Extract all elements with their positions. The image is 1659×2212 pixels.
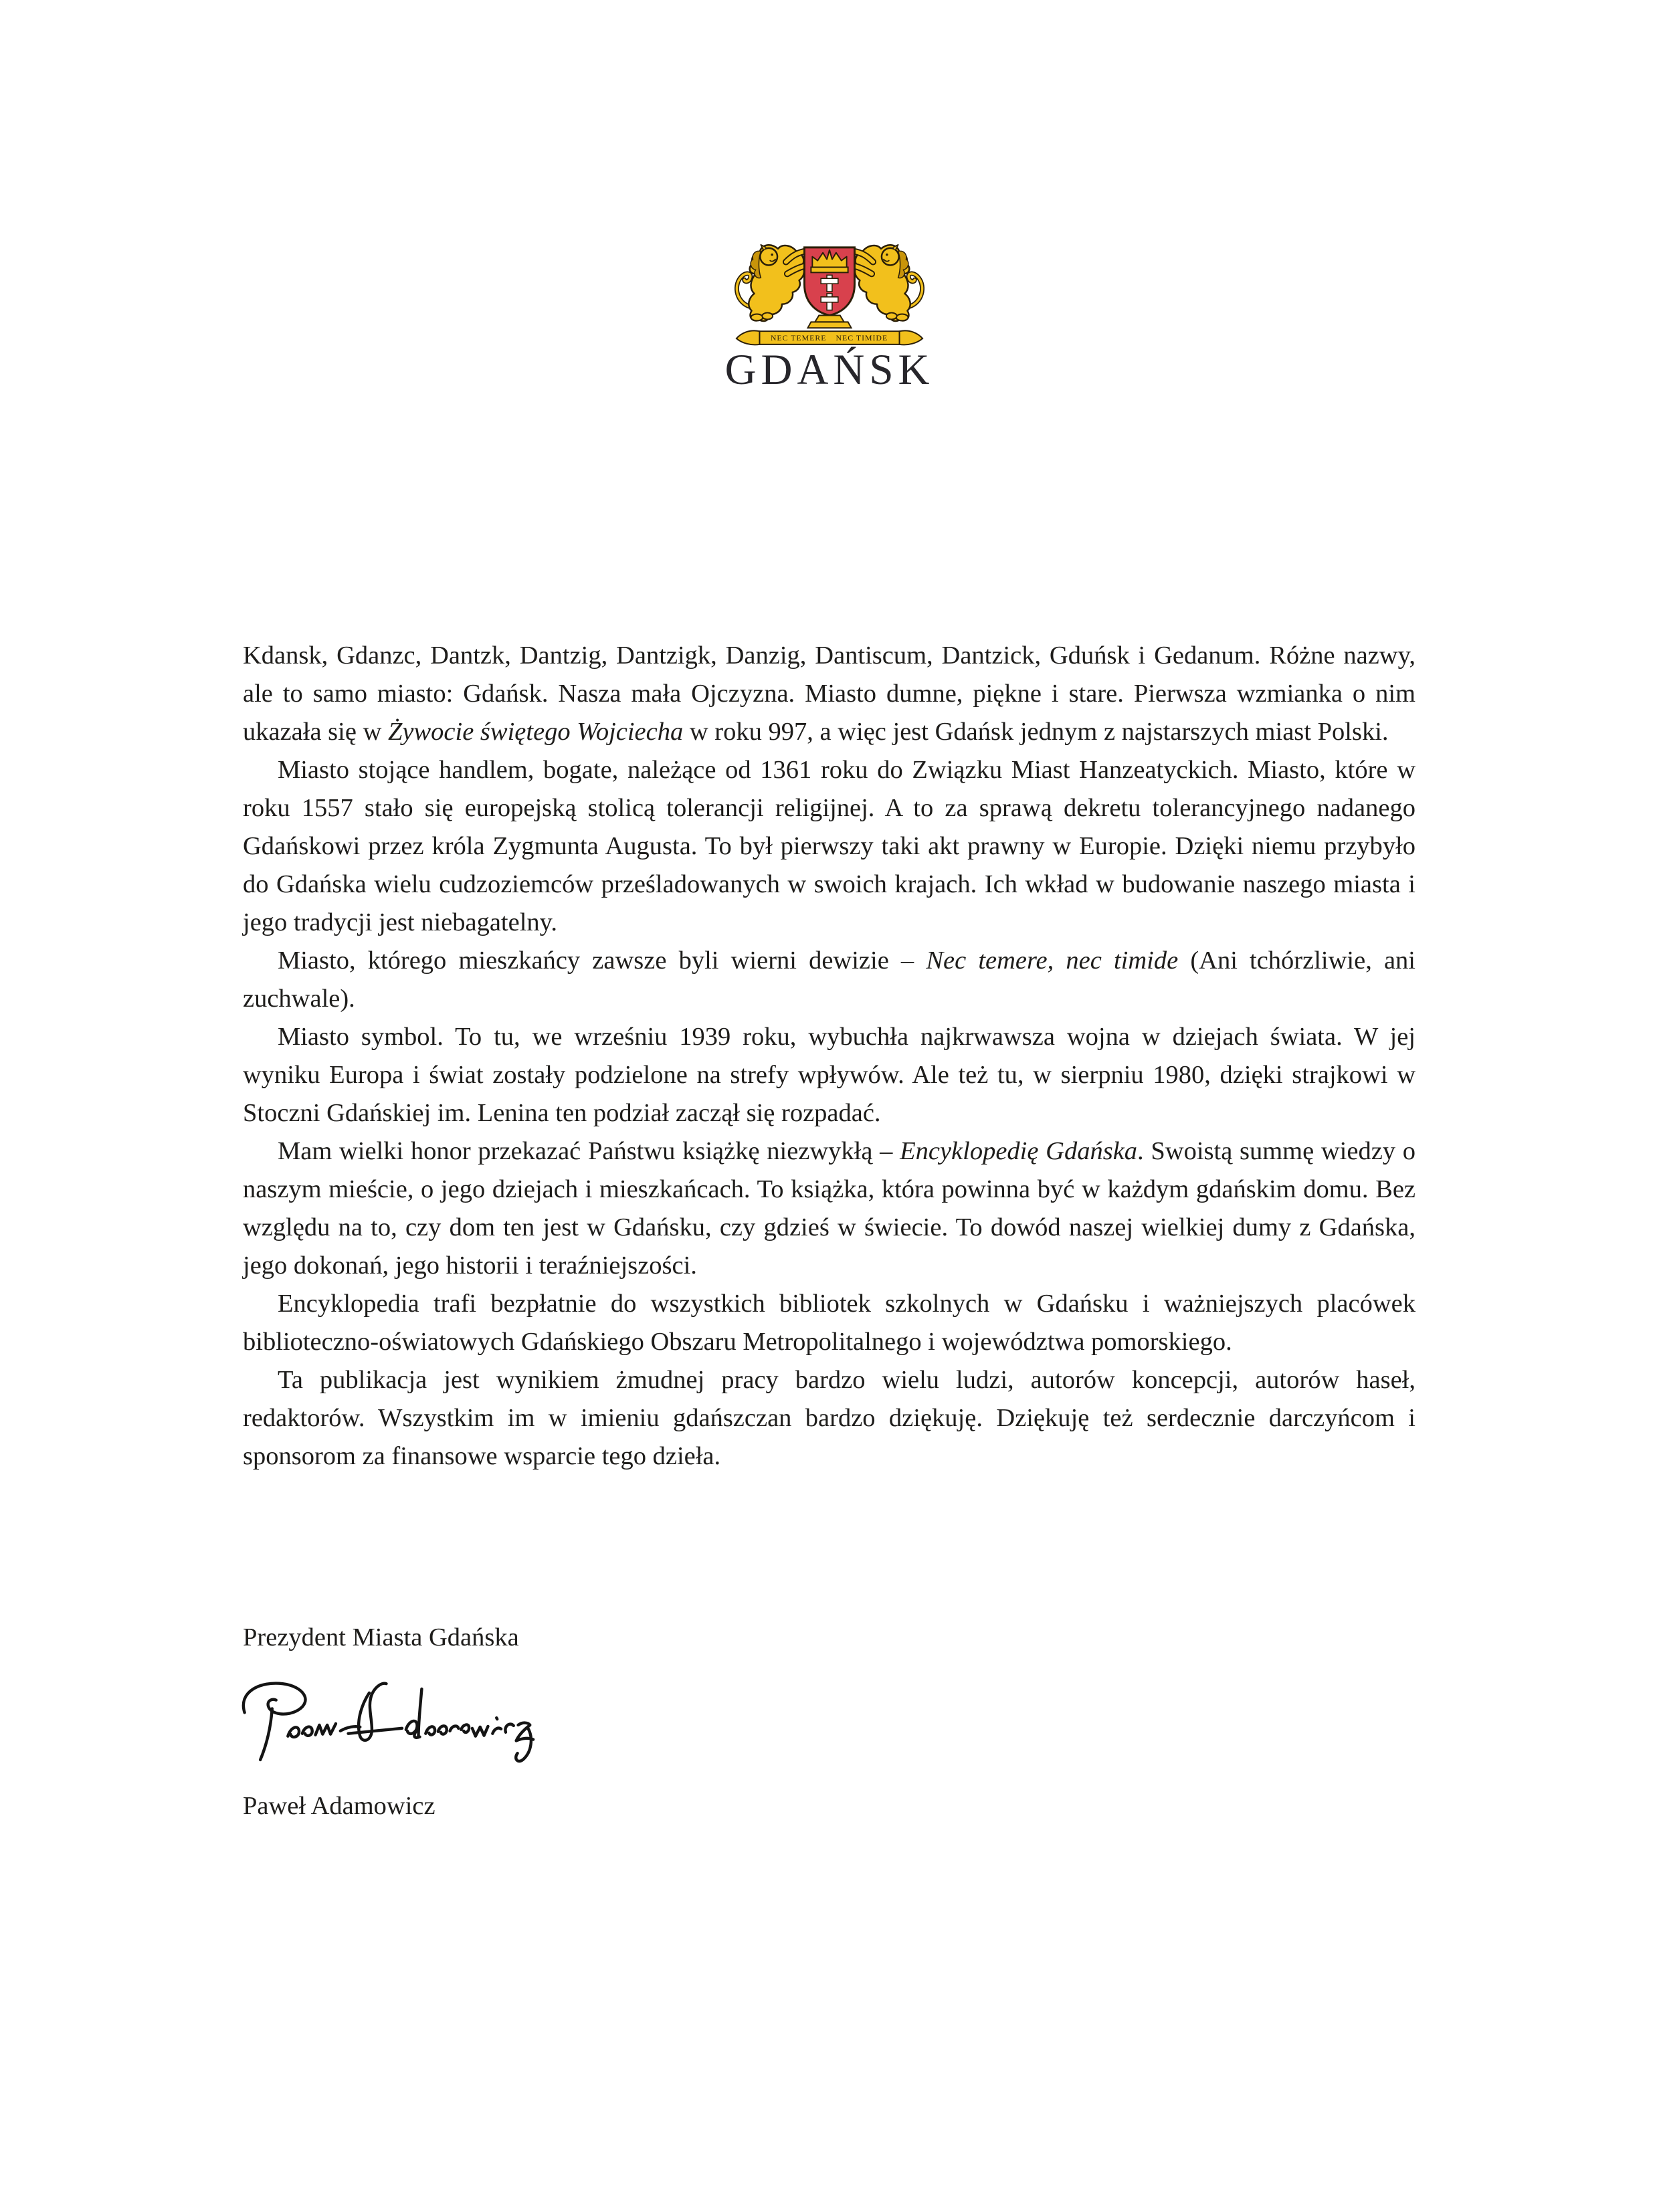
text-run: Miasto symbol. To tu, we wrześniu 1939 roku, wybuchła najkrwawsza wojna w dziejach świata. W jej wyniku Europa i świat zostały podzielone na strefy wpływów. Ale też tu, w sierpniu 1980, dzięki strajkowi w Stoczni Gdańskiej im. Lenina ten podział zaczął się rozpadać. xyxy=(243,1023,1416,1127)
gdansk-coat-of-arms-icon xyxy=(730,234,929,348)
letter-paragraph xyxy=(243,637,1416,751)
italic-text-run: Encyklopedię Gdańska xyxy=(900,1137,1138,1165)
italic-text-run: Żywocie świętego Wojciecha xyxy=(388,718,684,746)
letter-paragraph xyxy=(243,1018,1416,1132)
letter-paragraph xyxy=(243,942,1416,1018)
letter-paragraph xyxy=(243,1132,1416,1285)
pawel-adamowicz-signature-icon xyxy=(231,1674,573,1774)
text-run: Mam wielki honor przekazać Państwu książkę niezwykłą – xyxy=(278,1137,900,1165)
motto-right-text: NEC TIMIDE xyxy=(836,333,888,342)
letter-paragraph xyxy=(243,1361,1416,1476)
text-run: Miasto stojące handlem, bogate, należące od 1361 roku do Związku Miast Hanzeatyckich. Miasto, które w roku 1557 stało się europejską stolicą tolerancji religijnej. A to za sprawą dekretu tolerancyjnego nadanego Gdańskowi przez króla Zygmunta Augusta. To był pierwszy taki akt prawny w Europie. Dzięki niemu przybyło do Gdańska wielu cudzoziemców prześladowanych w swoich krajach. Ich wkład w budowanie naszego miasta i jego tradycji jest niebagatelny. xyxy=(243,756,1416,936)
city-wordmark: GDAŃSK xyxy=(724,346,935,394)
motto-left-text: NEC TEMERE xyxy=(770,333,827,342)
text-run: w roku 997, a więc jest Gdańsk jednym z najstarszych miast Polski. xyxy=(683,718,1389,746)
text-run: Kdansk, Gdanzc, Dantzk, Dantzig, Dantzigk, Danzig, Dantiscum, Dantzick, Gduńsk i Gedanum. Różne nazwy, ale to samo miasto: Gdańsk. Nasza mała Ojczyzna. Miasto dumne, piękne i stare. Pierwsza wzmianka o nim ukazała się w xyxy=(243,641,1416,746)
signoff-title: Prezydent Miasta Gdańska xyxy=(243,1623,519,1651)
text-run: (Ani tchórzliwie, ani zuchwale). xyxy=(243,946,1416,1013)
signoff-name: Paweł Adamowicz xyxy=(243,1792,435,1820)
text-run: Ta publikacja jest wynikiem żmudnej pracy bardzo wielu ludzi, autorów koncepcji, autorów haseł, redaktorów. Wszystkim im w imieniu gdańszczan bardzo dziękuję. Dziękuję też serdecznie darczyńcom i sponsorom za finansowe wsparcie tego dzieła. xyxy=(243,1366,1416,1470)
letter-body xyxy=(243,637,1416,1476)
text-run: . Swoistą summę wiedzy o naszym mieście, o jego dziejach i mieszkańcach. To książka, która powinna być w każdym gdańskim domu. Bez względu na to, czy dom ten jest w Gdańsku, czy gdzieś w świecie. To dowód naszej wielkiej dumy z Gdańska, jego dokonań, jego historii i teraźniejszości. xyxy=(243,1137,1416,1280)
text-run: Encyklopedia trafi bezpłatnie do wszystkich bibliotek szkolnych w Gdańsku i ważniejszych placówek biblioteczno-oświatowych Gdańskiego Obszaru Metropolitalnego i województwa pomorskiego. xyxy=(243,1290,1416,1356)
italic-text-run: Nec temere, nec timide xyxy=(926,946,1179,975)
text-run: Miasto, którego mieszkańcy zawsze byli wierni dewizie – xyxy=(278,946,926,975)
letter-paragraph xyxy=(243,751,1416,942)
letter-paragraph xyxy=(243,1285,1416,1361)
